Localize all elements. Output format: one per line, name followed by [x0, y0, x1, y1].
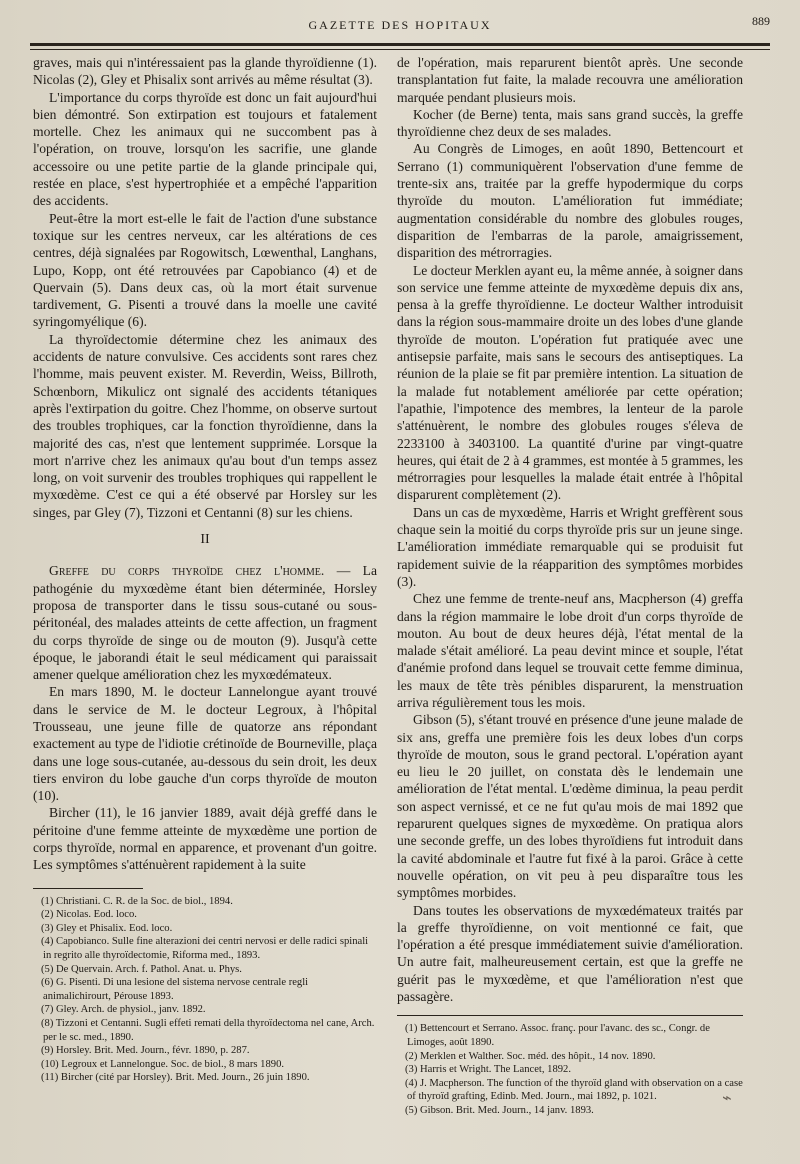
footnote: (6) G. Pisenti. Di una lesione del sistema nervose centrale regli animalichirourt, Pérouse 1893. — [41, 977, 309, 1002]
footnote: (4) J. Macpherson. The function of the thyroïd gland with observation on a case of thyroïd grafting, Edinb. Med. Journ., mai 1892, p. 1021. — [405, 1077, 743, 1103]
paragraph: Peut-être la mort est-elle le fait de l'action d'une substance toxique sur les centres nerveux, car les altérations de ces centres, déjà signalées par Rogowitsch, Lœwenthal, Langhans, Lupo, Kopp, ont été retrouvées par Capobianco (4) et de Quervain (5). Dans deux cas, où la mort était survenue tardivement, G. Pisenti a trouvé dans la moelle une cavité syringomyélique (6). — [33, 210, 377, 330]
footnote: (1) Bettencourt et Serrano. Assoc. franç. pour l'avanc. des sc., Congr. de Limoges, août 1890. — [405, 1023, 710, 1048]
paragraph: Au Congrès de Limoges, en août 1890, Bettencourt et Serrano (1) communiquèrent l'observation d'une femme de trente-six ans, traitée par la greffe hypodermique du corps thyroïde du mouton. L'amélioration fut immédiate; augmentation considérable du nombre des globules rouges, disparition de l'embarras de la parole, amaigrissement, disparition des métrorragies. — [397, 141, 743, 261]
footnote: (9) Horsley. Brit. Med. Journ., févr. 1890, p. 287. — [41, 1045, 250, 1057]
page-number: 889 — [752, 14, 770, 28]
footnotes-right — [397, 1022, 743, 1117]
section-paragraph-text: — La pathogénie du myxœdème étant bien déterminée, Horsley proposa de transporter dans le tissu sous-cutané ou sous-péritonéal, des malades atteints de cette affection, un fragment du corps thyroïde de singe ou de mouton (9). Jusqu'à cette époque, le jaborandi était le seul médicament qui paraissait amener quelque amélioration chez les myxœdémateux. — [33, 563, 377, 683]
page-header — [30, 10, 770, 34]
footnotes-rule — [33, 888, 143, 889]
paragraph: Gibson (5), s'étant trouvé en présence d'une jeune malade de six ans, greffa une première fois les deux lobes d'un corps thyroïde de mouton, sous le grand pectoral. L'opération ayant eu lieu le 20 juillet, on constata dès le lendemain une amélioration de l'état mental. L'œdème diminua, la peau perdit son aspect vernissé, et ce ne fut qu'au mois de mai 1892 que reparurent quelques signes de myxœdème. On pratiqua alors une seconde greffe, un des lobes thyroïdiens fut introduit dans la cavité abdominale et l'autre fut fixé à la paroi. Grâce à cette nouvelle opération, on vit peu à peu disparaître tous les symptômes morbides. — [397, 712, 743, 901]
header-rule-thick — [30, 43, 770, 46]
section-title: Greffe du corps thyroïde chez l'homme. — [49, 563, 325, 579]
section-number: II — [200, 532, 210, 548]
footnote: (4) Capobianco. Sulle fine alterazioni dei centri nervosi er delle radici spinali in regrito alle thyroïdectomie, Riforma med., 1893. — [41, 936, 369, 962]
left-column — [33, 54, 377, 1085]
paragraph: La thyroïdectomie détermine chez les animaux des accidents de nature convulsive. Ces accidents sont rares chez l'homme, mais peuvent exister. M. Reverdin, Weiss, Billroth, Schœnborn, Mikulicz ont signalé des accidents tétaniques après l'extirpation du goitre. Chez l'homme, on observe surtout des troubles trophiques, car la fonction thyroïdienne, dans la majorité des cas, n'est que lentement supprimée. Lorsque la mort n'arrive chez les animaux qu'au bout d'un temps assez long, on voit survenir des troubles trophiques qui rappellent le myxœdème. C'est ce qui a été observé par Horsley sur les singes, par Gley (7), Tizzoni et Centanni (8) sur les chiens. — [33, 331, 377, 520]
footnotes-rule — [397, 1015, 743, 1016]
footnote: (2) Nicolas. Eod. loco. — [41, 909, 137, 921]
paragraph: En mars 1890, M. le docteur Lannelongue ayant trouvé dans le service de M. le docteur Legroux, à l'hôpital Trousseau, une jeune fille de quatorze ans répondant exactement au type de l'idiotie crétinoïde de Bourneville, plaça dans une loge sous-cutanée, au-dessous du sein droit, les deux tiers environ du lobe gauche d'un corps thyroïde de mouton (10). — [33, 684, 377, 804]
section-paragraph — [33, 562, 377, 683]
footnote: (11) Bircher (cité par Horsley). Brit. Med. Journ., 26 juin 1890. — [41, 1072, 310, 1084]
footnotes-left — [33, 895, 377, 1085]
footnote: (7) Gley. Arch. de physiol., janv. 1892. — [41, 1004, 206, 1016]
paragraph: Bircher (11), le 16 janvier 1889, avait déjà greffé dans le péritoine d'une femme atteinte de myxœdème une portion de corps thyroïde, normal en apparence, et provenant d'un goitre. Les symptômes s'atténuèrent rapidement à la suite — [33, 805, 377, 873]
footnote: (5) Gibson. Brit. Med. Journ., 14 janv. 1893. — [405, 1104, 594, 1116]
paragraph: Dans toutes les observations de myxœdémateux traités par la greffe thyroïdienne, on voit mentionné ce fait, que l'opération a été presque immédiatement suivie d'amélioration. Un autre fait, malheureusement certain, est que la greffe ne guérit pas le myxœdème, et que l'amélioration n'est que passagère. — [397, 902, 743, 1005]
paragraph: Kocher (de Berne) tenta, mais sans grand succès, la greffe thyroïdienne chez deux de ses malades. — [397, 106, 743, 140]
footnote: (1) Christiani. C. R. de la Soc. de biol., 1894. — [41, 895, 233, 907]
footnote: (2) Merklen et Walther. Soc. méd. des hôpit., 14 nov. 1890. — [405, 1050, 656, 1062]
footnote: (10) Legroux et Lannelongue. Soc. de biol., 8 mars 1890. — [41, 1058, 285, 1070]
footnote: (3) Gley et Phisalix. Eod. loco. — [41, 922, 173, 934]
paragraph: L'importance du corps thyroïde est donc un fait aujourd'hui bien démontré. Son extirpation est toujours et fatalement mortelle. Chez les animaux qui ne succombent pas à l'opération, on trouve, lorsqu'on les sacrifie, une glande accessoire ou une petite partie de la glande principale qui, restée en place, s'est hypertrophiée et a empêché l'apparition des accidents. — [33, 89, 377, 209]
paragraph: de l'opération, mais reparurent bientôt après. Une seconde transplantation fut faite, la malade recouvra une amélioration marquée pendant plusieurs mois. — [397, 55, 743, 105]
footnote: (5) De Quervain. Arch. f. Pathol. Anat. u. Phys. — [41, 963, 242, 975]
paragraph: Dans un cas de myxœdème, Harris et Wright greffèrent sous chaque sein la moitié du corps thyroïde pris sur un jeune singe. L'amélioration immédiate remarquable qui se produisit fut rapidement suivie de la réapparition des symptômes morbides (3). — [397, 504, 743, 589]
paragraph: Le docteur Merklen ayant eu, la même année, à soigner dans son service une femme atteinte de myxœdème depuis dix ans, pensa à la greffe thyroïdienne. Le docteur Walther introduisit dans la région sous-mammaire droite un des lobes d'une glande thyroïde de mouton. L'opération fut pratiquée avec une antisepsie parfaite, mais sans le secours des antiseptiques. La réunion de la plaie se fit par première intention. La situation de la malade fut notablement améliorée par cette opération; l'apathie, l'impotence des membres, la lenteur de la parole s'atténuèrent, le nombre des globules rouges s'éleva de 2233100 à 3403100. La quantité d'urine par vingt-quatre heures, qui était de 2 à 4 grammes, est montée à 5 grammes, les métrorragies pour lesquelles la malade était entrée à l'hôpital disparurent complètement (2). — [397, 262, 743, 503]
header-rule-thin — [30, 49, 770, 50]
footnote: (3) Harris et Wright. The Lancet, 1892. — [405, 1064, 571, 1076]
right-column — [397, 54, 743, 1117]
paragraph: Chez une femme de trente-neuf ans, Macpherson (4) greffa dans la région mammaire le lobe droit d'un corps thyroïde de mouton. Au bout de deux heures déjà, l'état mental de la malade s'était amélioré. La peau devint mince et souple, l'état d'anémie profond dans lequel se trouvait cette femme diminua, les maux de tête très pénibles disparurent, la menstruation arriva régulièrement tous les mois. — [397, 591, 743, 710]
running-title: GAZETTE DES HOPITAUX — [308, 18, 492, 32]
paragraph: graves, mais qui n'intéressaient pas la glande thyroïdienne (1). Nicolas (2), Gley et Phisalix sont arrivés au même résultat (3). — [33, 55, 377, 88]
footnote: (8) Tizzoni et Centanni. Sugli effeti remati della thyroïdectoma nel cane, Arch. per le sc. med., 1890. — [41, 1018, 375, 1043]
ink-mark-icon: ⌁ — [722, 1088, 732, 1107]
